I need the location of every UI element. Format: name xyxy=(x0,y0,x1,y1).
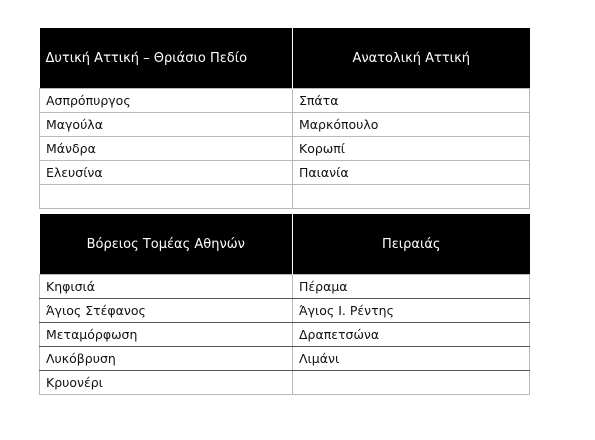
table-cell: Ασπρόπυργος xyxy=(40,89,293,113)
table-header-row xyxy=(40,28,530,89)
region-table-top xyxy=(39,28,530,209)
table-header-cell: Ανατολική Αττική xyxy=(293,28,530,89)
table-row xyxy=(40,89,530,113)
table-row xyxy=(40,113,530,137)
table-row xyxy=(40,161,530,185)
table-row xyxy=(40,137,530,161)
table-cell: Πέραμα xyxy=(293,275,530,299)
table-header-row xyxy=(40,214,530,275)
table-cell: Άγιος Ι. Ρέντης xyxy=(293,299,530,323)
table-cell: Μεταμόρφωση xyxy=(40,323,293,347)
table-cell: Δραπετσώνα xyxy=(293,323,530,347)
table-cell: Ελευσίνα xyxy=(40,161,293,185)
table-cell xyxy=(293,371,530,395)
table-row xyxy=(40,371,530,395)
table-row xyxy=(40,299,530,323)
table-cell: Μαγούλα xyxy=(40,113,293,137)
table-row xyxy=(40,275,530,299)
table-cell: Μάνδρα xyxy=(40,137,293,161)
table-cell: Λυκόβρυση xyxy=(40,347,293,371)
table-cell: Μαρκόπουλο xyxy=(293,113,530,137)
table-cell: Λιμάνι xyxy=(293,347,530,371)
table-cell: Άγιος Στέφανος xyxy=(40,299,293,323)
table-header-cell: Πειραιάς xyxy=(293,214,530,275)
table-header-cell: Δυτική Αττική – Θριάσιο Πεδίο xyxy=(40,28,293,89)
table-cell: Κηφισιά xyxy=(40,275,293,299)
table-row xyxy=(40,323,530,347)
table-cell xyxy=(40,185,293,209)
table-cell: Παιανία xyxy=(293,161,530,185)
table-header-cell: Βόρειος Τομέας Αθηνών xyxy=(40,214,293,275)
table-row xyxy=(40,185,530,209)
region-table-bottom xyxy=(39,214,530,395)
table-cell xyxy=(293,185,530,209)
table-cell: Κρυονέρι xyxy=(40,371,293,395)
table-row xyxy=(40,347,530,371)
table-cell: Σπάτα xyxy=(293,89,530,113)
table-cell: Κορωπί xyxy=(293,137,530,161)
